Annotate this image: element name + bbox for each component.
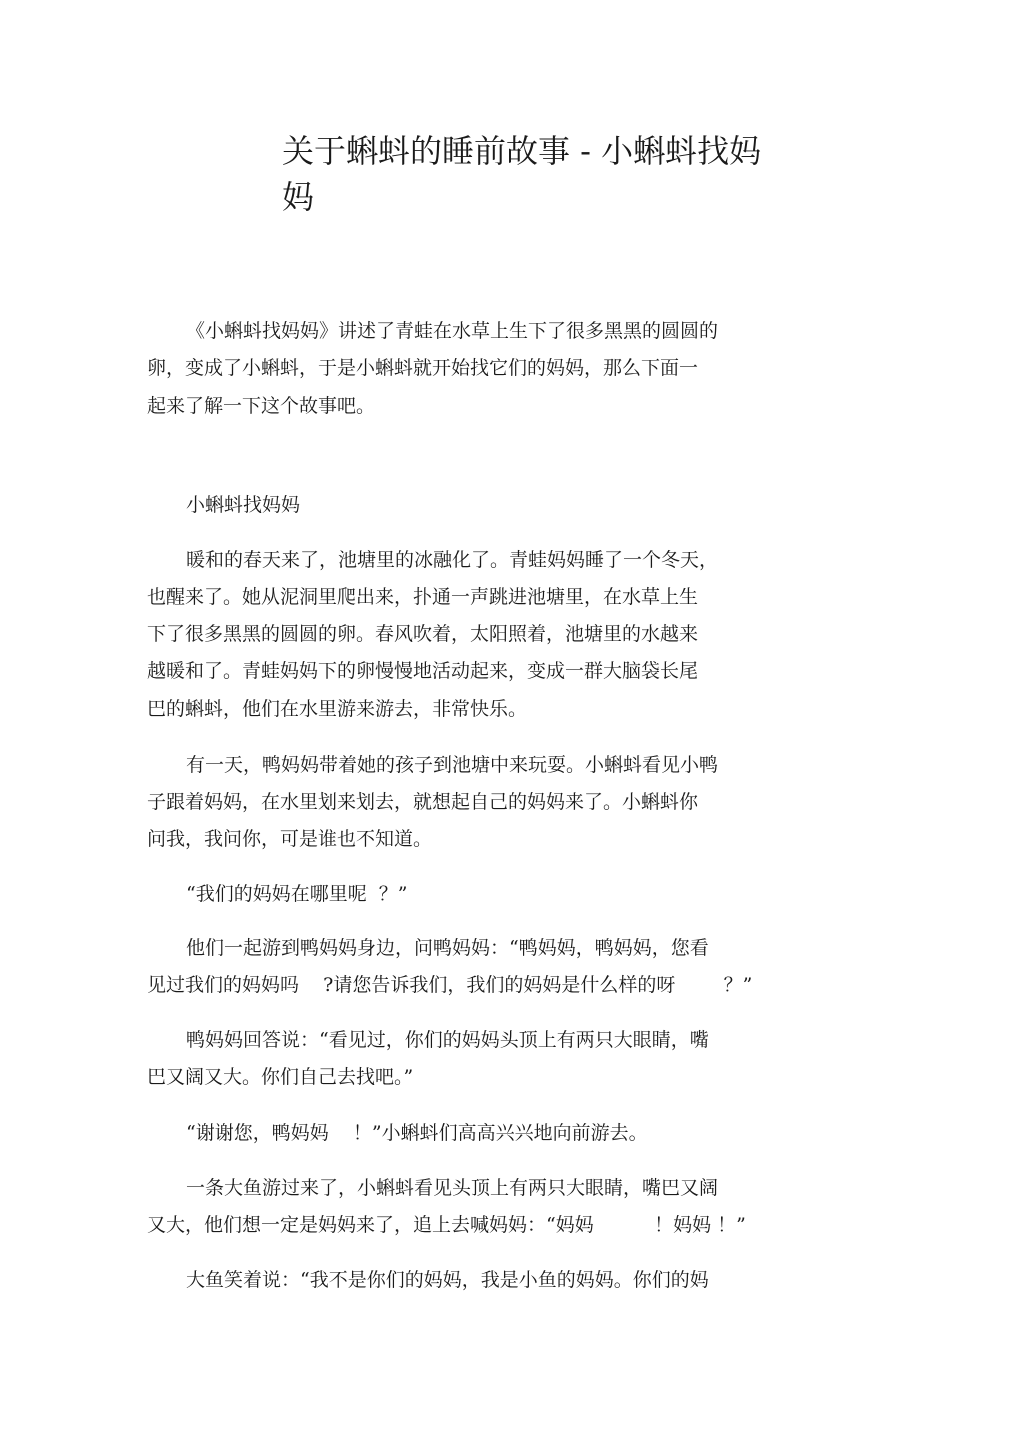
para7-line-1: 一条大鱼游过来了，小蝌蚪看见头顶上有两只大眼睛，嘴巴又阔 [186,1177,719,1199]
para2-line-2: 子跟着妈妈，在水里划来划去，就想起自己的妈妈来了。小蝌蚪你 [147,791,699,813]
para5-line-2: 巴又阔又大。你们自己去找吧。” [147,1066,414,1088]
para4-line-1: 他们一起游到鸭妈妈身边，问鸭妈妈：“鸭妈妈，鸭妈妈，您看 [186,937,709,959]
para2-line-3: 问我，我问你，可是谁也不知道。 [147,828,433,850]
para1-line-1: 暖和的春天来了，池塘里的冰融化了。青蛙妈妈睡了一个冬天， [186,549,719,571]
para1-line-5: 巴的蝌蚪，他们在水里游来游去，非常快乐。 [147,698,528,720]
story-heading: 小蝌蚪找妈妈 [186,494,301,516]
para8-line-1: 大鱼笑着说：“我不是你们的妈妈，我是小鱼的妈妈。你们的妈 [186,1269,709,1291]
para1-line-3: 下了很多黑黑的圆圆的卵。春风吹着，太阳照着，池塘里的水越来 [147,623,699,645]
para3-line-1: “我们的妈妈在哪里呢 ？” [186,883,408,905]
para1-line-2: 也醒来了。她从泥洞里爬出来，扑通一声跳进池塘里，在水草上生 [147,586,699,608]
para6-line-1: “谢谢您，鸭妈妈 ！”小蝌蚪们高高兴兴地向前游去。 [186,1122,648,1144]
intro-line-2: 卵，变成了小蝌蚪，于是小蝌蚪就开始找它们的妈妈，那么下面一 [147,357,699,379]
title-line-1: 关于蝌蚪的睡前故事 - 小蝌蚪找妈 [282,132,762,170]
para5-line-1: 鸭妈妈回答说：“看见过，你们的妈妈头顶上有两只大眼睛，嘴 [186,1029,709,1051]
intro-line-1: 《小蝌蚪找妈妈》讲述了青蛙在水草上生下了很多黑黑的圆圆的 [186,320,719,342]
para7-line-2: 又大，他们想一定是妈妈来了，追上去喊妈妈：“妈妈 ！妈妈 ！” [147,1214,746,1236]
document-title [282,128,842,220]
para2-line-1: 有一天，鸭妈妈带着她的孩子到池塘中来玩耍。小蝌蚪看见小鸭 [186,754,719,776]
intro-line-3: 起来了解一下这个故事吧。 [147,395,376,417]
title-line-2: 妈 [282,178,315,216]
para1-line-4: 越暖和了。青蛙妈妈下的卵慢慢地活动起来，变成一群大脑袋长尾 [147,660,699,682]
para4-line-2: 见过我们的妈妈吗 ?请您告诉我们，我们的妈妈是什么样的呀 ？” [147,974,753,996]
